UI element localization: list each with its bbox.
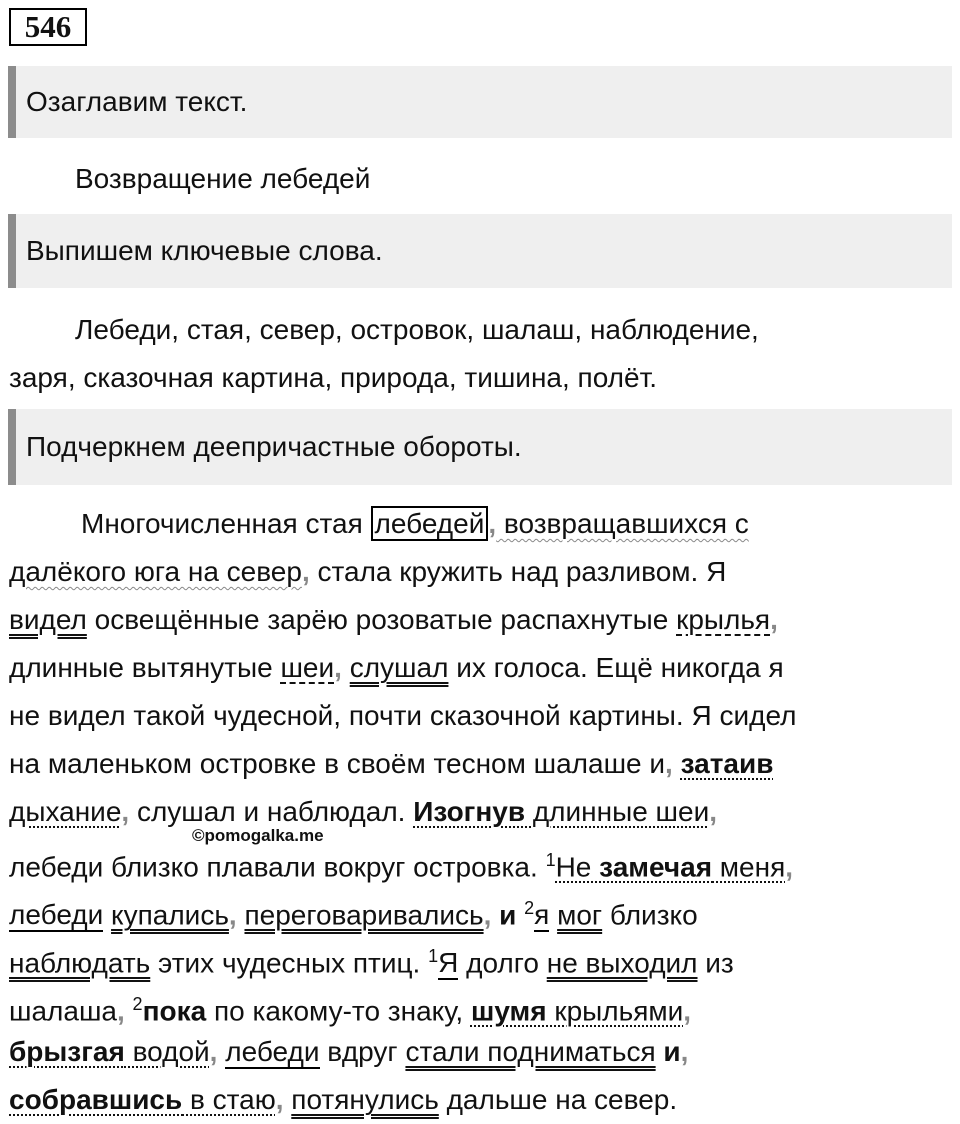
text-line: дыхание, слушал и наблюдал. Изогнув длинные шеи, [9,796,718,827]
text-line: Многочисленная стая лебедей , возвращавшихся с [81,508,749,539]
analyzed-text [9,500,796,1124]
section-heading-title: Озаглавим текст. [8,66,952,138]
text-line: лебеди близко плавали вокруг островка. $^1$Не замечая меня, [9,850,794,883]
text-line: видел освещённые зарёю розоватые распахнутые крылья, [9,604,778,635]
task-number: 546 [9,8,87,46]
text-line: наблюдать этих чудесных птиц. $^1$Я долго не выходил из [9,946,734,979]
text-line: шалаша, $^2$пока по какому-то знаку, шумя крыльями, [9,994,692,1027]
text-line: собравшись в стаю, потянулись дальше на север. [9,1084,678,1115]
section-heading-keywords: Выпишем ключевые слова. [8,214,952,288]
watermark: ©pomogalka.me [192,826,324,845]
keywords-line: заря, сказочная картина, природа, тишина, полёт. [9,362,658,393]
text-line: не видел такой чудесной, почти сказочной картины. Я сидел [9,700,797,731]
title-text: Возвращение лебедей [75,163,371,194]
text-line: на маленьком островке в своём тесном шалаше и, затаив [9,748,774,779]
text-line: брызгая водой, лебеди вдруг стали подниматься и, [9,1036,689,1067]
keywords-line: Лебеди, стая, север, островок, шалаш, наблюдение, [75,314,759,345]
keywords-paragraph [9,306,759,402]
text-line: длинные вытянутые шеи, слушал их голоса. Ещё никогда я [9,652,784,683]
highlighted-word-box: лебедей [371,506,489,541]
text-line: далёкого юга на север, стала кружить над разливом. Я [9,556,727,587]
text-line: лебеди купались, переговаривались, и $^2$я мог близко [9,898,698,931]
section-heading-participles: Подчеркнем деепричастные обороты. [8,409,952,485]
title-answer [9,155,370,203]
